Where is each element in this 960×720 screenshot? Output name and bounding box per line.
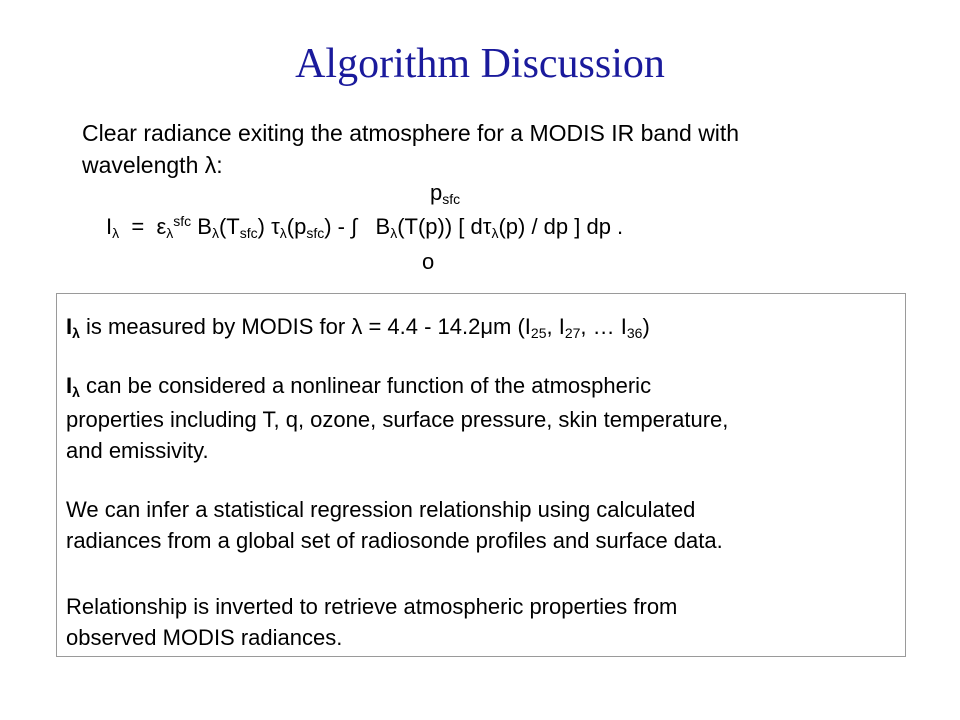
p3-line-1: We can infer a statistical regression relationship using calculated: [66, 497, 696, 522]
p1-text-3: , … I: [580, 314, 627, 339]
upper-limit-p: p: [430, 180, 443, 205]
paragraph-inversion: [66, 591, 896, 653]
eq-planck-b-2-sub: λ: [390, 225, 398, 241]
p1-text-2: , I: [546, 314, 565, 339]
eq-tau-sub: λ: [279, 225, 287, 241]
eq-planck-b-sub: λ: [211, 225, 219, 241]
radiance-symbol: I: [66, 373, 73, 398]
p1-text-1: is measured by MODIS for λ = 4.4 - 14.2μm (I: [79, 314, 531, 339]
paragraph-measured: [66, 311, 896, 345]
integral-sign: ∫: [351, 214, 358, 239]
p3-line-2: radiances from a global set of radiosonde profiles and surface data.: [66, 528, 723, 553]
band-27-sub: 27: [564, 325, 581, 341]
eq-integrand: (T(p)) [ dτ: [397, 214, 492, 239]
eq-minus: ) -: [324, 214, 345, 239]
integral-lower-limit: o: [422, 249, 435, 274]
eq-planck-b-2: B: [375, 214, 391, 239]
eq-planck-b: B: [197, 214, 212, 239]
radiance-symbol-sub: λ: [72, 325, 80, 341]
upper-limit-sub: sfc: [442, 191, 461, 207]
radiance-symbol-sub: λ: [72, 384, 80, 400]
eq-epsilon: ε: [156, 214, 167, 239]
eq-lhs-sub: λ: [112, 225, 120, 241]
eq-integrand-end: (p) / dp ] dp .: [498, 214, 624, 239]
eq-tsfc: (T: [218, 214, 240, 239]
p1-text-4: ): [642, 314, 650, 339]
eq-sign: =: [131, 214, 145, 239]
radiance-symbol: I: [66, 314, 73, 339]
eq-psfc: (p: [286, 214, 307, 239]
intro-text: [82, 117, 882, 181]
paragraph-nonlinear: [66, 370, 896, 466]
p4-line-2: observed MODIS radiances.: [66, 625, 343, 650]
eq-integrand-sub: λ: [491, 225, 499, 241]
band-25-sub: 25: [530, 325, 547, 341]
radiance-equation: [106, 214, 623, 242]
eq-psfc-sub: sfc: [306, 225, 325, 241]
paragraph-regression: [66, 494, 896, 556]
p2-line-1: can be considered a nonlinear function of the atmospheric: [79, 373, 652, 398]
p4-line-1: Relationship is inverted to retrieve atmospheric properties from: [66, 594, 678, 619]
intro-line-1: Clear radiance exiting the atmosphere for a MODIS IR band with: [82, 120, 740, 146]
eq-epsilon-sub: λ: [166, 225, 174, 241]
eq-epsilon-sup: sfc: [173, 213, 192, 229]
p2-line-3: and emissivity.: [66, 438, 209, 463]
p2-line-2: properties including T, q, ozone, surface pressure, skin temperature,: [66, 407, 729, 432]
slide-title: Algorithm Discussion: [295, 41, 665, 87]
eq-tau: τ: [271, 214, 280, 239]
eq-tsfc-sub: sfc: [239, 225, 258, 241]
intro-line-2: wavelength λ:: [82, 152, 223, 178]
eq-lhs: I: [106, 214, 113, 239]
eq-close-paren: ): [257, 214, 265, 239]
integral-upper-limit: [430, 180, 460, 208]
band-36-sub: 36: [626, 325, 643, 341]
